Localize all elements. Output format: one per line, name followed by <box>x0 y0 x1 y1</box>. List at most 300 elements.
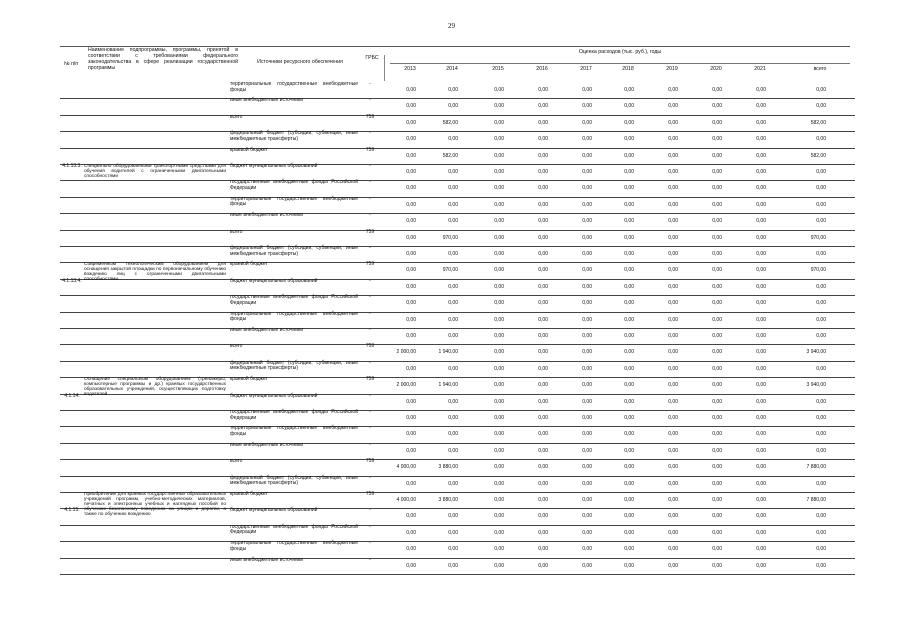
row-source: территориальные государственные внебюджетные фонды <box>230 310 358 323</box>
row-value: 0,00 <box>712 103 722 110</box>
row-grbs: - <box>369 130 371 137</box>
row-value: 0,00 <box>816 365 826 372</box>
row-value: 0,00 <box>582 497 592 503</box>
row-value: 0,00 <box>816 333 826 339</box>
row-value: 0,00 <box>668 546 678 553</box>
row-value: 0,00 <box>494 365 504 372</box>
row-value: 0,00 <box>494 546 504 553</box>
row-value: 0,00 <box>494 529 504 536</box>
row-value: 0,00 <box>624 169 634 175</box>
table-row <box>60 361 855 378</box>
row-value: 0,00 <box>756 103 766 110</box>
row-value: 0,00 <box>448 136 458 143</box>
row-value: 0,00 <box>756 300 766 307</box>
row-value: 0,00 <box>582 103 592 110</box>
table-row <box>60 328 855 345</box>
row-value: 0,00 <box>624 365 634 372</box>
row-value: 0,00 <box>582 382 592 389</box>
row-value: 4 000,00 <box>396 497 416 503</box>
row-value: 0,00 <box>582 333 592 339</box>
row-grbs: - <box>369 359 371 366</box>
row-grbs: - <box>369 195 371 202</box>
row-value: 0,00 <box>624 267 634 274</box>
row-value: 0,00 <box>582 300 592 307</box>
row-value: 0,00 <box>624 447 634 454</box>
row-value: 0,00 <box>756 480 766 487</box>
row-value: 0,00 <box>712 398 722 405</box>
row-grbs: - <box>369 523 371 530</box>
row-value: 0,00 <box>816 300 826 307</box>
row-source: федеральный бюджет (субсидии, субвенции, иные межбюджетные трансферты) <box>230 359 358 372</box>
row-grbs: 759 <box>365 458 375 465</box>
row-source: иные внебюджетные источники <box>230 327 303 333</box>
row-value: 0,00 <box>668 251 678 257</box>
row-value: 0,00 <box>756 185 766 192</box>
row-value: 0,00 <box>668 529 678 536</box>
row-value: 0,00 <box>756 316 766 323</box>
row-number: 4.1.13.3. <box>62 163 82 169</box>
row-value: 0,00 <box>538 415 548 421</box>
row-source: бюджет муниципальных образований <box>230 277 318 284</box>
row-value: 970,00 <box>442 267 458 274</box>
row-value: 0,00 <box>448 562 458 569</box>
row-value: 0,00 <box>406 398 416 405</box>
row-source: бюджет муниципальных образований <box>230 163 318 169</box>
table-row <box>60 98 855 115</box>
table-row <box>60 295 855 312</box>
row-value: 0,00 <box>712 251 722 257</box>
row-value: 0,00 <box>582 283 592 290</box>
table-row <box>60 115 855 132</box>
row-value: 0,00 <box>448 201 458 208</box>
row-value: 0,00 <box>538 513 548 520</box>
row-value: 0,00 <box>756 431 766 438</box>
row-value: 0,00 <box>712 87 722 93</box>
row-value: 0,00 <box>756 119 766 126</box>
row-value: 0,00 <box>712 513 722 520</box>
row-value: 0,00 <box>624 398 634 405</box>
page-number: 29 <box>448 22 455 30</box>
row-value: 0,00 <box>712 152 722 159</box>
row-value: 0,00 <box>494 234 504 241</box>
row-value: 0,00 <box>406 480 416 487</box>
row-value: 0,00 <box>756 497 766 503</box>
row-value: 0,00 <box>712 267 722 274</box>
header-year: всего <box>813 66 827 72</box>
row-value: 0,00 <box>624 300 634 307</box>
row-value: 0,00 <box>712 464 722 471</box>
row-value: 0,00 <box>538 546 548 553</box>
row-grbs: 759 <box>365 491 375 497</box>
row-value: 0,00 <box>448 431 458 438</box>
row-value: 3 880,00 <box>438 497 458 503</box>
row-grbs: - <box>369 163 371 169</box>
row-value: 0,00 <box>624 316 634 323</box>
row-grbs: 759 <box>365 343 375 350</box>
row-value: 0,00 <box>406 234 416 241</box>
row-value: 3 940,00 <box>806 382 826 389</box>
row-value: 0,00 <box>668 349 678 356</box>
row-value: 0,00 <box>756 136 766 143</box>
row-value: 0,00 <box>712 119 722 126</box>
row-value: 0,00 <box>448 447 458 454</box>
row-value: 0,00 <box>624 480 634 487</box>
row-value: 0,00 <box>756 546 766 553</box>
row-value: 0,00 <box>624 415 634 421</box>
row-name: Приобретение для краевых государственных образовательных учреждений программ, учебно-методических материалов, печатных и электронных учебных и наглядных пособий по обучению безопасному поведению на улицах и дорогах, а также по обучению вождению <box>84 492 226 517</box>
row-value: 0,00 <box>624 546 634 553</box>
row-value: 0,00 <box>494 316 504 323</box>
row-source: краевой бюджет <box>230 146 268 153</box>
row-value: 0,00 <box>712 415 722 421</box>
row-value: 0,00 <box>538 349 548 356</box>
row-value: 0,00 <box>538 497 548 503</box>
row-value: 0,00 <box>816 251 826 257</box>
row-value: 0,00 <box>582 365 592 372</box>
row-value: 0,00 <box>756 251 766 257</box>
row-source: территориальные государственные внебюджетные фонды <box>230 81 358 93</box>
row-value: 7 880,00 <box>806 497 826 503</box>
row-value: 0,00 <box>406 119 416 126</box>
row-value: 0,00 <box>494 431 504 438</box>
row-value: 0,00 <box>624 349 634 356</box>
row-value: 0,00 <box>712 283 722 290</box>
row-number: 4.1.15. <box>64 507 80 514</box>
row-grbs: - <box>369 327 371 333</box>
row-value: 0,00 <box>668 234 678 241</box>
row-value: 0,00 <box>494 218 504 225</box>
table-row <box>60 131 855 148</box>
row-value: 0,00 <box>624 185 634 192</box>
row-value: 0,00 <box>756 382 766 389</box>
row-value: 0,00 <box>406 267 416 274</box>
row-value: 0,00 <box>816 201 826 208</box>
row-value: 0,00 <box>668 169 678 175</box>
row-value: 970,00 <box>810 234 826 241</box>
row-value: 0,00 <box>756 365 766 372</box>
row-value: 0,00 <box>756 447 766 454</box>
row-grbs: - <box>369 474 371 481</box>
row-value: 0,00 <box>582 218 592 225</box>
row-value: 970,00 <box>442 234 458 241</box>
row-source: иные внебюджетные источники <box>230 556 303 563</box>
row-value: 0,00 <box>756 464 766 471</box>
row-number: 4.1.14. <box>64 392 80 399</box>
table-row <box>60 476 855 493</box>
row-source: федеральный бюджет (субсидии, субвенции, иные межбюджетные трансферты) <box>230 474 358 487</box>
row-value: 0,00 <box>406 529 416 536</box>
row-grbs: - <box>369 392 371 399</box>
header-year: 2015 <box>492 66 504 72</box>
row-value: 0,00 <box>448 415 458 421</box>
row-value: 0,00 <box>538 283 548 290</box>
row-value: 0,00 <box>816 415 826 421</box>
row-value: 0,00 <box>668 562 678 569</box>
row-value: 0,00 <box>756 333 766 339</box>
row-value: 0,00 <box>494 464 504 471</box>
header-grbs: ГРБС <box>360 55 385 81</box>
row-value: 0,00 <box>668 480 678 487</box>
row-value: 0,00 <box>668 283 678 290</box>
row-grbs: - <box>369 97 371 104</box>
row-value: 0,00 <box>624 152 634 159</box>
row-value: 0,00 <box>582 169 592 175</box>
row-value: 3 940,00 <box>806 349 826 356</box>
row-value: 0,00 <box>406 562 416 569</box>
row-value: 0,00 <box>448 398 458 405</box>
row-value: 0,00 <box>712 447 722 454</box>
row-value: 582,00 <box>442 119 458 126</box>
row-value: 0,00 <box>816 562 826 569</box>
row-value: 0,00 <box>624 431 634 438</box>
header-source: Источники ресурсного обеспечения <box>257 59 343 65</box>
row-value: 0,00 <box>448 529 458 536</box>
row-value: 0,00 <box>494 398 504 405</box>
table-row <box>60 312 855 329</box>
row-value: 0,00 <box>582 316 592 323</box>
row-value: 0,00 <box>538 251 548 257</box>
row-grbs: - <box>369 441 371 448</box>
row-value: 0,00 <box>494 103 504 110</box>
table-row <box>60 180 855 197</box>
row-value: 0,00 <box>448 218 458 225</box>
row-grbs: - <box>369 294 371 301</box>
row-value: 0,00 <box>406 333 416 339</box>
table-row <box>60 246 855 263</box>
row-value: 0,00 <box>624 283 634 290</box>
row-value: 0,00 <box>494 513 504 520</box>
row-grbs: - <box>369 310 371 317</box>
row-value: 0,00 <box>756 283 766 290</box>
row-value: 0,00 <box>582 431 592 438</box>
row-value: 0,00 <box>538 464 548 471</box>
row-value: 0,00 <box>538 333 548 339</box>
row-value: 0,00 <box>668 431 678 438</box>
row-value: 0,00 <box>816 87 826 93</box>
row-value: 0,00 <box>668 103 678 110</box>
table-row <box>60 558 855 575</box>
row-value: 0,00 <box>406 300 416 307</box>
row-value: 0,00 <box>494 349 504 356</box>
row-value: 0,00 <box>448 87 458 93</box>
row-value: 0,00 <box>816 218 826 225</box>
row-value: 0,00 <box>816 103 826 110</box>
row-grbs: - <box>369 425 371 432</box>
row-value: 0,00 <box>494 415 504 421</box>
row-value: 0,00 <box>668 415 678 421</box>
row-value: 0,00 <box>538 447 548 454</box>
row-value: 0,00 <box>538 136 548 143</box>
row-value: 0,00 <box>624 87 634 93</box>
header-num: № п/п <box>63 61 79 67</box>
row-value: 0,00 <box>624 251 634 257</box>
row-value: 0,00 <box>494 267 504 274</box>
row-value: 0,00 <box>756 201 766 208</box>
row-value: 0,00 <box>538 169 548 175</box>
row-number: 4.1.13.4. <box>62 277 82 284</box>
header-year: 2019 <box>666 66 678 72</box>
row-value: 0,00 <box>582 185 592 192</box>
row-value: 0,00 <box>494 480 504 487</box>
table-row <box>60 197 855 214</box>
row-value: 0,00 <box>406 546 416 553</box>
row-source: территориальные государственные внебюджетные фонды <box>230 425 358 437</box>
row-value: 0,00 <box>406 136 416 143</box>
row-value: 0,00 <box>448 333 458 339</box>
row-source: иные внебюджетные источники <box>230 441 303 448</box>
table-row <box>60 410 855 427</box>
row-value: 0,00 <box>756 87 766 93</box>
row-value: 0,00 <box>494 497 504 503</box>
table-row <box>60 459 855 476</box>
row-value: 0,00 <box>406 152 416 159</box>
row-value: 0,00 <box>624 103 634 110</box>
row-value: 0,00 <box>712 185 722 192</box>
row-value: 0,00 <box>448 283 458 290</box>
row-value: 0,00 <box>406 169 416 175</box>
row-value: 0,00 <box>406 87 416 93</box>
row-value: 0,00 <box>406 415 416 421</box>
row-value: 0,00 <box>494 136 504 143</box>
row-grbs: 759 <box>365 113 375 120</box>
row-value: 0,00 <box>494 300 504 307</box>
header-year: 2017 <box>580 66 592 72</box>
row-value: 0,00 <box>406 201 416 208</box>
row-grbs: - <box>369 179 371 186</box>
header-year: 2014 <box>446 66 458 72</box>
row-value: 0,00 <box>712 218 722 225</box>
row-value: 0,00 <box>582 529 592 536</box>
row-value: 0,00 <box>712 480 722 487</box>
row-value: 0,00 <box>756 267 766 274</box>
row-value: 0,00 <box>538 480 548 487</box>
row-value: 0,00 <box>668 497 678 503</box>
row-value: 0,00 <box>582 152 592 159</box>
table-row <box>60 344 855 361</box>
row-value: 582,00 <box>442 152 458 159</box>
row-value: 0,00 <box>756 415 766 421</box>
table-row <box>60 213 855 230</box>
row-value: 0,00 <box>712 365 722 372</box>
row-source: иные внебюджетные источники <box>230 212 303 219</box>
row-value: 582,00 <box>810 119 826 126</box>
header-year: 2020 <box>710 66 722 72</box>
row-value: 0,00 <box>448 251 458 257</box>
row-value: 0,00 <box>712 136 722 143</box>
row-name: Специально оборудованными транспортными средствами для обучения водителей с ограниченными двигательными способностями <box>84 164 226 179</box>
row-value: 0,00 <box>756 349 766 356</box>
row-value: 0,00 <box>816 136 826 143</box>
row-value: 0,00 <box>582 546 592 553</box>
row-value: 0,00 <box>712 431 722 438</box>
row-value: 0,00 <box>448 316 458 323</box>
row-value: 0,00 <box>756 513 766 520</box>
table-header <box>60 46 850 83</box>
row-value: 0,00 <box>712 169 722 175</box>
row-value: 0,00 <box>756 562 766 569</box>
row-value: 0,00 <box>494 201 504 208</box>
row-value: 4 000,00 <box>396 464 416 471</box>
row-value: 0,00 <box>582 119 592 126</box>
row-source: федеральный бюджет (субсидии, субвенции, иные межбюджетные трансферты) <box>230 130 358 142</box>
row-value: 0,00 <box>668 201 678 208</box>
row-value: 0,00 <box>668 447 678 454</box>
row-value: 0,00 <box>668 316 678 323</box>
row-value: 0,00 <box>712 546 722 553</box>
row-value: 0,00 <box>582 349 592 356</box>
row-source: всего <box>230 343 243 350</box>
row-value: 0,00 <box>582 562 592 569</box>
row-value: 0,00 <box>538 529 548 536</box>
row-value: 0,00 <box>494 169 504 175</box>
row-value: 0,00 <box>494 87 504 93</box>
row-value: 0,00 <box>624 529 634 536</box>
row-value: 0,00 <box>816 529 826 536</box>
row-value: 0,00 <box>406 218 416 225</box>
row-value: 1 940,00 <box>438 382 458 389</box>
table-row <box>60 525 855 542</box>
row-value: 0,00 <box>816 185 826 192</box>
row-value: 0,00 <box>406 513 416 520</box>
row-value: 0,00 <box>582 251 592 257</box>
row-value: 0,00 <box>582 398 592 405</box>
row-value: 0,00 <box>582 267 592 274</box>
table-row <box>60 443 855 460</box>
header-name: Наименование подпрограммы, программы, принятой в соответствии с требованиями федерального законодательства в сфере реализации государственной программы <box>88 47 238 71</box>
row-value: 0,00 <box>406 431 416 438</box>
row-value: 0,00 <box>538 119 548 126</box>
row-value: 0,00 <box>624 201 634 208</box>
row-value: 0,00 <box>668 398 678 405</box>
row-value: 0,00 <box>712 529 722 536</box>
row-source: краевой бюджет <box>230 491 268 497</box>
row-value: 0,00 <box>538 87 548 93</box>
row-value: 0,00 <box>538 398 548 405</box>
row-value: 0,00 <box>406 365 416 372</box>
row-value: 0,00 <box>538 365 548 372</box>
row-value: 0,00 <box>624 234 634 241</box>
header-year: 2018 <box>622 66 634 72</box>
row-value: 0,00 <box>712 234 722 241</box>
row-value: 0,00 <box>406 316 416 323</box>
row-value: 0,00 <box>756 234 766 241</box>
row-source: всего <box>230 228 243 235</box>
row-value: 3 880,00 <box>438 464 458 471</box>
row-value: 0,00 <box>624 562 634 569</box>
row-value: 0,00 <box>816 513 826 520</box>
row-value: 0,00 <box>668 87 678 93</box>
row-source: территориальные государственные внебюджетные фонды <box>230 540 358 552</box>
row-value: 0,00 <box>494 562 504 569</box>
row-value: 0,00 <box>712 333 722 339</box>
row-value: 0,00 <box>538 267 548 274</box>
row-value: 0,00 <box>668 119 678 126</box>
row-value: 0,00 <box>538 316 548 323</box>
row-source: иные внебюджетные источники <box>230 97 303 104</box>
row-source: краевой бюджет <box>230 376 268 383</box>
row-value: 7 880,00 <box>806 464 826 471</box>
row-value: 0,00 <box>494 251 504 257</box>
row-value: 0,00 <box>538 562 548 569</box>
row-source: государственные внебюджетные фонды Российской Федерации <box>230 523 358 536</box>
row-value: 0,00 <box>816 431 826 438</box>
row-value: 0,00 <box>816 316 826 323</box>
row-value: 2 000,00 <box>396 382 416 389</box>
row-value: 0,00 <box>494 119 504 126</box>
row-value: 0,00 <box>494 152 504 159</box>
row-value: 0,00 <box>582 447 592 454</box>
table-row <box>60 164 855 181</box>
